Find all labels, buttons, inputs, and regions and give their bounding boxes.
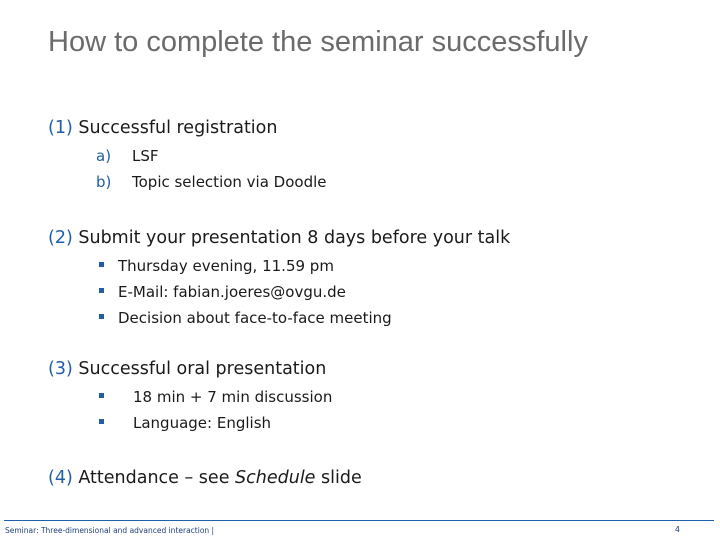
schedule-emphasis: Schedule <box>235 468 316 488</box>
section-number: (4) <box>48 468 73 488</box>
section-registration <box>48 118 277 138</box>
list-marker: b) <box>96 173 112 191</box>
section-text: Successful registration <box>78 118 278 138</box>
footer-text: Seminar: Three-dimensional and advanced interaction | <box>5 526 215 535</box>
list-item-text: LSF <box>132 147 159 165</box>
list-item-text: Topic selection via Doodle <box>132 173 327 191</box>
bullet-icon <box>99 314 104 319</box>
list-item <box>99 257 334 275</box>
list-item-text: 18 min + 7 min discussion <box>133 388 333 406</box>
list-item-text: E-Mail: fabian.joeres@ovgu.de <box>118 283 346 301</box>
slide-title: How to complete the seminar successfully <box>48 26 588 58</box>
list-item-text: Decision about face-to-face meeting <box>118 309 392 327</box>
list-item-text: Thursday evening, 11.59 pm <box>118 257 334 275</box>
section-submit <box>48 228 510 248</box>
list-item <box>99 388 332 406</box>
section-text: Successful oral presentation <box>78 359 327 379</box>
section-number: (2) <box>48 228 73 248</box>
section-text-end: slide <box>315 468 362 488</box>
list-item <box>96 147 159 165</box>
list-item <box>99 309 392 327</box>
list-item <box>96 173 327 191</box>
bullet-icon <box>99 419 104 424</box>
section-number: (1) <box>48 118 73 138</box>
section-attendance <box>48 468 362 488</box>
bullet-icon <box>99 262 104 267</box>
page-number: 4 <box>674 525 680 534</box>
section-text: Attendance – see <box>78 468 236 488</box>
list-item-text: Language: English <box>133 414 272 432</box>
list-item <box>99 414 271 432</box>
section-oral-presentation <box>48 359 326 379</box>
footer-divider <box>4 520 714 521</box>
bullet-icon <box>99 288 104 293</box>
bullet-icon <box>99 393 104 398</box>
list-item <box>99 283 346 301</box>
section-number: (3) <box>48 359 73 379</box>
section-text: Submit your presentation 8 days before your talk <box>78 228 511 248</box>
list-marker: a) <box>96 147 112 165</box>
